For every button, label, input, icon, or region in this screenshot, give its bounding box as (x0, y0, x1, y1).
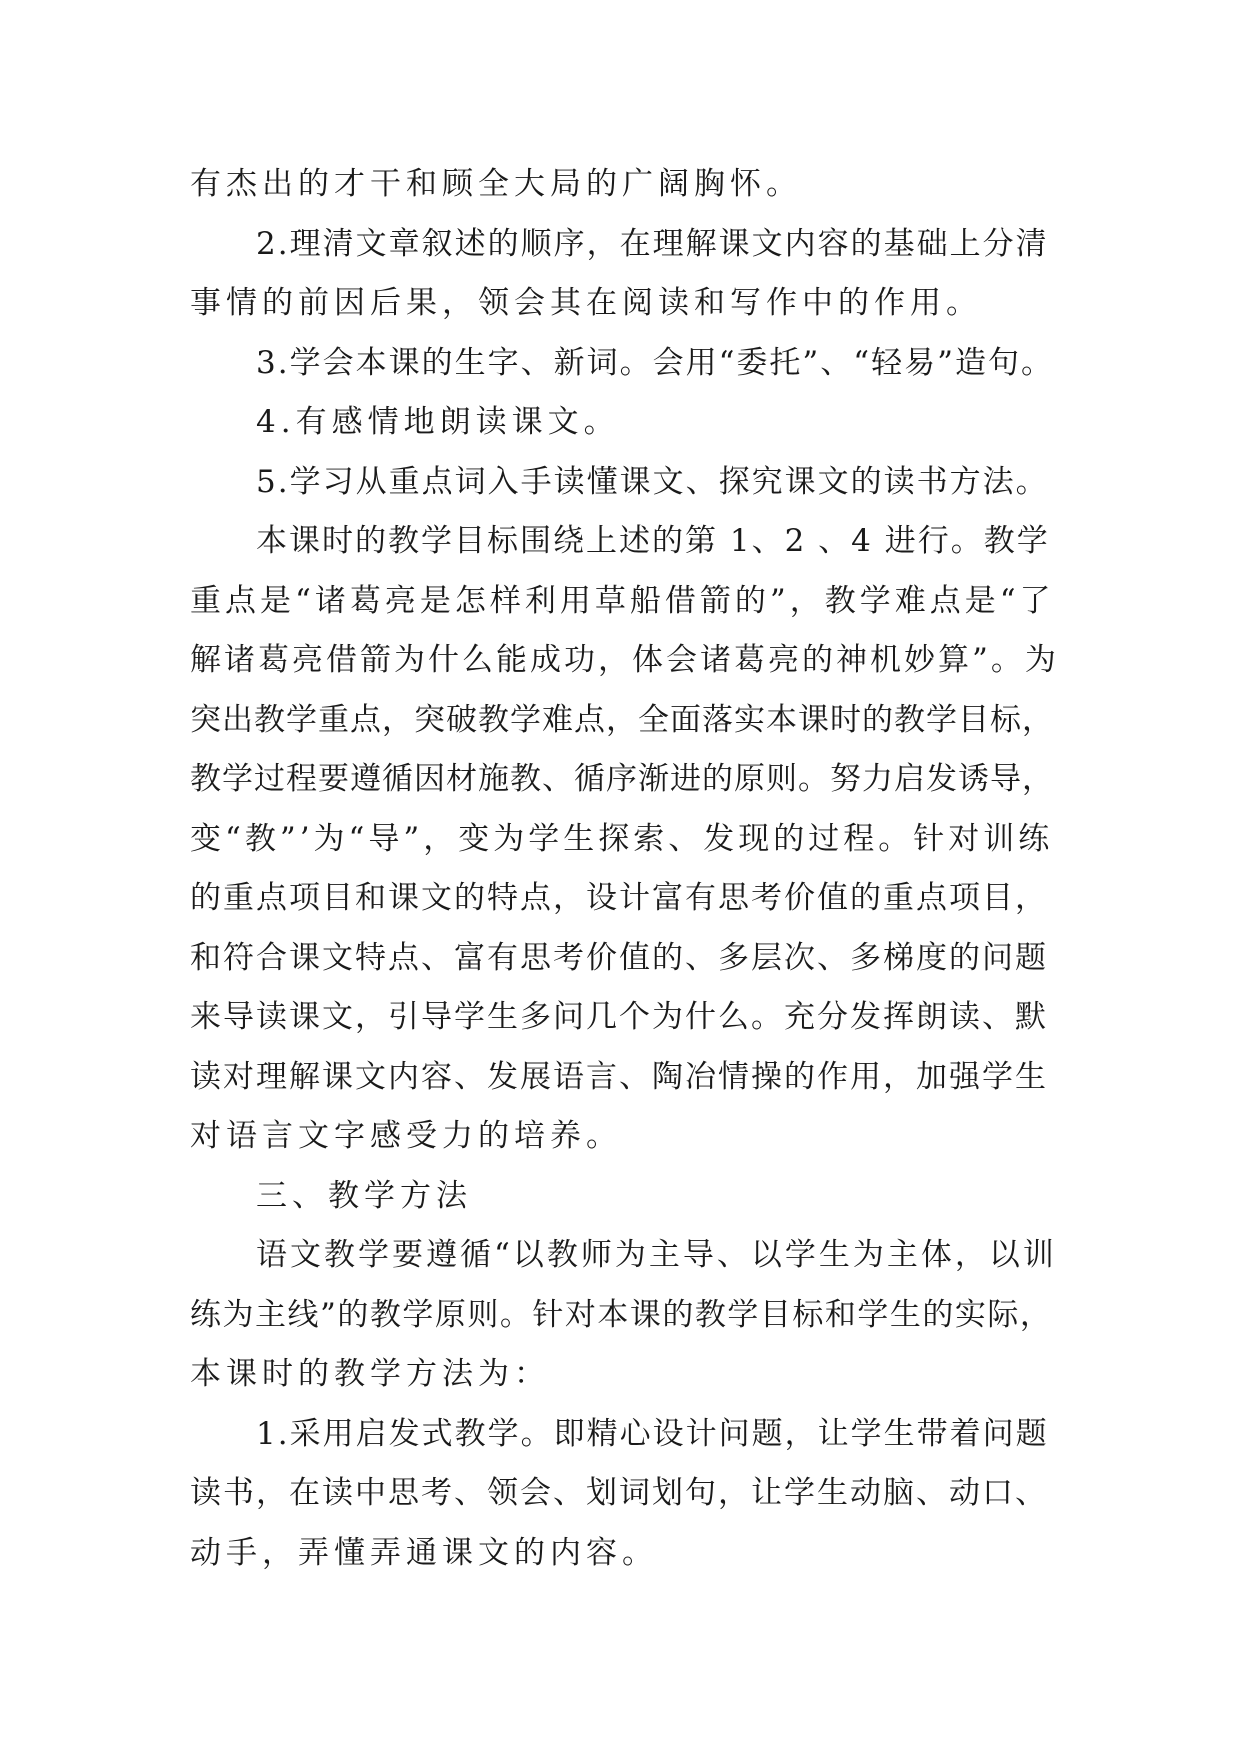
text-line: 本课时的教学目标围绕上述的第 1、2 、4 进行。教学 (256, 523, 1050, 559)
document-body (190, 155, 1060, 1583)
text-line: 重点是“诸葛亮是怎样利用草船借箭的”，教学难点是“了 (190, 582, 1055, 619)
text-line: 来导读课文，引导学生多问几个为什么。充分发挥朗读、默 (190, 999, 1048, 1035)
text-line: 语文教学要遵循“以教师为主导、以学生为主体，以训 (256, 1237, 1057, 1273)
text-line: 2.理清文章叙述的顺序，在理解课文内容的基础上分清 (256, 225, 1049, 262)
text-line: 5.学习从重点词入手读懂课文、探究课文的读书方法。 (256, 463, 1049, 500)
text-line: 读书，在读中思考、领会、划词划句，让学生动脑、动口、 (190, 1475, 1048, 1511)
text-line: 本课时的教学方法为： (190, 1356, 550, 1392)
text-line: 三、教学方法 (256, 1177, 472, 1214)
text-line: 变“教”’为“导”，变为学生探索、发现的过程。针对训练 (190, 820, 1054, 857)
text-line: 突出教学重点，突破教学难点，全面落实本课时的教学目标， (190, 701, 1054, 738)
text-line: 3.学会本课的生字、新词。会用“委托”、“轻易”造句。 (256, 344, 1054, 381)
text-line: 练为主线”的教学原则。针对本课的教学目标和学生的实际， (190, 1296, 1053, 1333)
text-line: 1.采用启发式教学。即精心设计问题，让学生带着问题 (256, 1415, 1049, 1452)
text-line: 有杰出的才干和顾全大局的广阔胸怀。 (190, 166, 802, 202)
text-line: 解诸葛亮借箭为什么能成功，体会诸葛亮的神机妙算”。为 (190, 642, 1059, 678)
text-line: 事情的前因后果，领会其在阅读和写作中的作用。 (190, 285, 982, 321)
text-line: 动手，弄懂弄通课文的内容。 (190, 1534, 658, 1571)
text-line: 4.有感情地朗读课文。 (256, 404, 620, 440)
text-line: 和符合课文特点、富有思考价值的、多层次、多梯度的问题 (190, 939, 1048, 976)
text-line: 教学过程要遵循因材施教、循序渐进的原则。努力启发诱导， (190, 761, 1054, 797)
text-line: 的重点项目和课文的特点，设计富有思考价值的重点项目， (190, 880, 1048, 916)
text-line: 读对理解课文内容、发展语言、陶冶情操的作用，加强学生 (190, 1058, 1048, 1095)
text-line: 对语言文字感受力的培养。 (190, 1118, 622, 1154)
